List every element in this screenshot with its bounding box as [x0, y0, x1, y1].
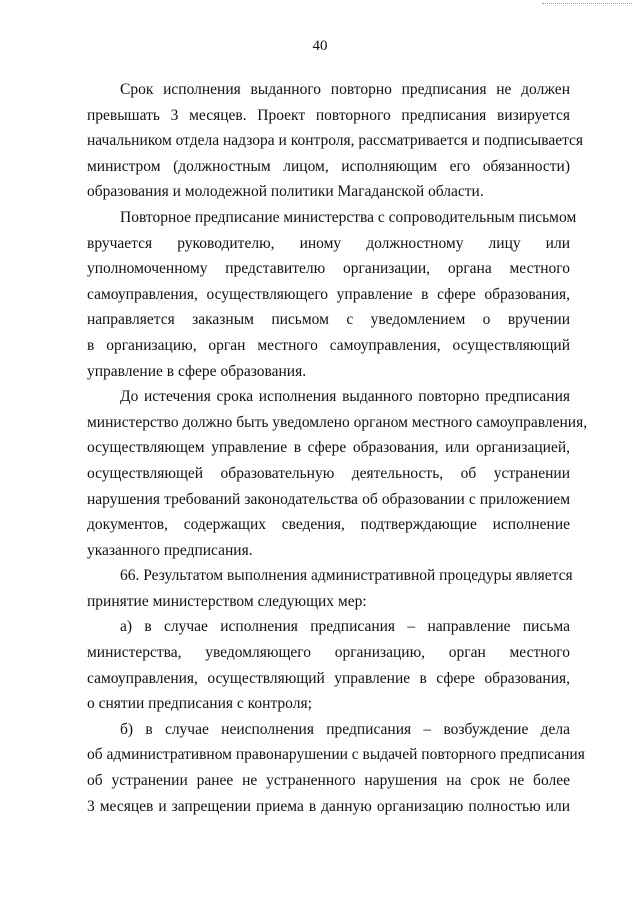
text-line: управление в сфере образования.: [87, 362, 307, 380]
paragraph: [87, 563, 573, 614]
text-line: До истечения срока исполнения выданного повторно предписания: [120, 388, 570, 406]
text-line: министерства, уведомляющего организацию, орган местного: [87, 644, 570, 662]
text-line: 3 месяцев и запрещении приема в данную организацию полностью или: [87, 797, 570, 815]
text-line: направляется заказным письмом с уведомлением о вручении: [87, 311, 570, 329]
text-line: осуществляющем управление в сфере образования, или организацией,: [87, 439, 570, 457]
text-line: начальником отдела надзора и контроля, рассматривается и подписывается: [87, 132, 584, 150]
paragraph: [87, 77, 584, 205]
text-line: самоуправления, осуществляющий управление в сфере образования,: [87, 669, 570, 687]
page-number: 40: [312, 38, 328, 54]
text-line: документов, содержащих сведения, подтверждающие исполнение: [87, 516, 570, 534]
text-line: образования и молодежной политики Магаданской области.: [87, 183, 484, 201]
text-line: а) в случае исполнения предписания – направление письма: [120, 618, 570, 636]
text-line: министром (должностным лицом, исполняющим его обязанности): [87, 157, 570, 175]
text-line: осуществляющей образовательную деятельность, об устранении: [87, 464, 570, 482]
paragraph: [87, 384, 588, 563]
text-line: в организацию, орган местного самоуправления, осуществляющий: [87, 336, 570, 354]
paragraph: [87, 717, 585, 819]
text-line: принятие министерством следующих мер:: [87, 592, 367, 610]
paragraph: [87, 614, 570, 716]
text-line: министерство должно быть уведомлено органом местного самоуправления,: [87, 413, 588, 431]
text-line: вручается руководителю, иному должностному лицу или: [87, 234, 570, 252]
paragraph: [87, 205, 577, 384]
scan-edge-mark: [542, 0, 632, 4]
text-line: 66. Результатом выполнения административной процедуры является: [120, 567, 573, 585]
text-line: об устранении ранее не устраненного нарушения на срок не более: [87, 772, 570, 790]
document-body: [87, 77, 588, 819]
text-line: уполномоченному представителю организации, органа местного: [87, 260, 570, 278]
text-line: указанного предписания.: [87, 541, 253, 559]
text-line: Срок исполнения выданного повторно предписания не должен: [120, 81, 570, 98]
text-line: нарушения требований законодательства об образовании с приложением: [87, 490, 570, 508]
text-line: превышать 3 месяцев. Проект повторного предписания визируется: [87, 106, 570, 124]
text-line: б) в случае неисполнения предписания – возбуждение дела: [120, 720, 570, 738]
text-line: о снятии предписания с контроля;: [87, 695, 312, 713]
text-line: Повторное предписание министерства с сопроводительным письмом: [120, 208, 577, 226]
text-line: самоуправления, осуществляющего управление в сфере образования,: [87, 285, 570, 303]
text-line: об административном правонарушении с выдачей повторного предписания: [87, 746, 585, 764]
